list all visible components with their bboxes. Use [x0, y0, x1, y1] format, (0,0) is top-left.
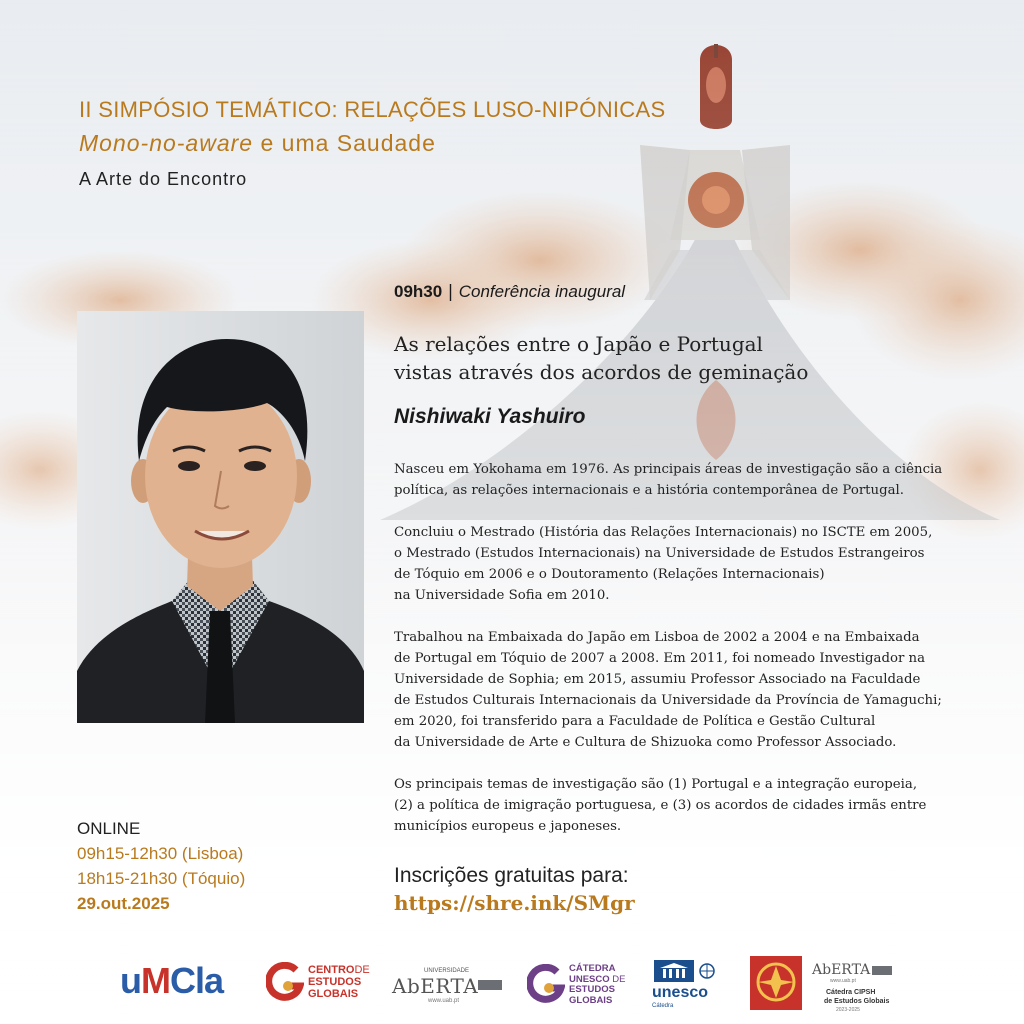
aberta-small: UNIVERSIDADE	[424, 968, 470, 974]
registration-block	[394, 864, 635, 915]
umcla-logo	[120, 960, 223, 1002]
aberta-mark-icon	[478, 980, 502, 990]
cipsh-years: 2023-2025	[836, 1007, 860, 1013]
catedra-line4: GLOBAIS	[569, 994, 613, 1006]
subtitle-italic: Mono-no-aware	[79, 130, 254, 156]
speaker-bio	[394, 459, 984, 858]
cipsh-logo	[750, 956, 900, 1016]
catedra-line2: UNESCO DE	[569, 973, 626, 985]
schedule-block	[77, 816, 245, 916]
tokyo-time: 18h15-21h30 (Tóquio)	[77, 869, 246, 888]
umcla-cla: Cla	[170, 960, 224, 1001]
cipsh-aberta-name: AbERTA	[812, 962, 871, 978]
subtitle-rest: e uma Saudade	[253, 130, 436, 156]
cipsh-aberta-mark-icon	[872, 966, 892, 975]
bio-paragraph: Concluiu o Mestrado (História das Relações Internacionais) no ISCTE em 2005, o Mestrado (Estudos Internacionais) na Universidade de Estudos Estrangeiros de Tóquio em 2006 e o Doutoramento (Relações Internacionais) na Universidade Sofia em 2010.	[394, 525, 933, 603]
aberta-url: www.uab.pt	[428, 998, 460, 1004]
unesco-name: unesco	[652, 984, 709, 1001]
registration-link[interactable]: https://shre.ink/SMgr	[394, 891, 635, 915]
ceg-g-icon	[266, 962, 304, 1002]
cipsh-aberta-url: www.uab.pt	[830, 978, 856, 984]
session-line	[394, 282, 625, 302]
speaker-photo	[77, 311, 364, 723]
session-type: Conferência inaugural	[458, 282, 626, 301]
ceg-line2: ESTUDOS	[308, 976, 362, 988]
bio-paragraph: Nasceu em Yokohama em 1976. As principais áreas de investigação são a ciência política, as relações internacionais e a história contemporânea de Portugal.	[394, 462, 943, 498]
aberta-logo	[392, 968, 512, 1008]
ceg-line3: GLOBAIS	[308, 988, 359, 1000]
ceg-logo	[266, 962, 386, 1006]
catedra-g-icon	[527, 964, 565, 1004]
session-time: 09h30	[394, 282, 443, 301]
ceg-line1: CENTRODE	[308, 964, 370, 976]
talk-title	[394, 330, 808, 386]
event-title: II SIMPÓSIO TEMÁTICO: RELAÇÕES LUSO-NIPÓNICAS	[79, 97, 666, 122]
lisbon-time: 09h15-12h30 (Lisboa)	[77, 844, 244, 863]
event-date: 29.out.2025	[77, 894, 170, 913]
catedra-line1: CÁTEDRA	[569, 963, 616, 974]
event-subtitle	[79, 130, 436, 157]
registration-label: Inscrições gratuitas para:	[394, 864, 629, 887]
cipsh-emblem-icon	[750, 956, 802, 1010]
cipsh-line2: de Estudos Globais	[824, 998, 890, 1005]
cipsh-line1: Cátedra CIPSH	[826, 989, 876, 996]
talk-title-line2: vistas através dos acordos de geminação	[394, 360, 809, 384]
session-separator: |	[442, 282, 459, 302]
bio-paragraph: Trabalhou na Embaixada do Japão em Lisboa de 2002 a 2004 e na Embaixada de Portugal em Tóquio de 2007 a 2008. Em 2011, foi nomeado Investigador na Universidade de Sophia; em 2015, assumiu Professor Associado na Faculdade de Estudos Culturais Internacionais da Universidade da Província de Yamaguchi; em 2020, foi transferido para a Faculdade de Política e Gestão Cultural da Universidade de Arte e Cultura de Shizuoka como Professor Associado.	[394, 630, 942, 750]
catedra-unesco-logo	[527, 964, 637, 1008]
unesco-logo	[652, 960, 732, 1012]
bio-paragraph: Os principais temas de investigação são (1) Portugal e a integração europeia, (2) a política de imigração portuguesa, e (3) os acordos de cidades irmãs entre municípios europeus e japoneses.	[394, 777, 927, 834]
umcla-m: M	[141, 960, 170, 1001]
mode-label: ONLINE	[77, 819, 141, 838]
unesco-temple-icon	[654, 960, 694, 982]
unesco-globe-icon	[698, 962, 716, 980]
event-tagline: A Arte do Encontro	[79, 169, 248, 189]
catedra-line3: ESTUDOS	[569, 984, 615, 995]
unesco-sub: Cátedra	[652, 1003, 674, 1009]
speaker-name: Nishiwaki Yashuiro	[394, 405, 586, 428]
talk-title-line1: As relações entre o Japão e Portugal	[394, 332, 763, 356]
umcla-u: u	[120, 960, 141, 1001]
aberta-name: AbERTA	[392, 974, 479, 998]
